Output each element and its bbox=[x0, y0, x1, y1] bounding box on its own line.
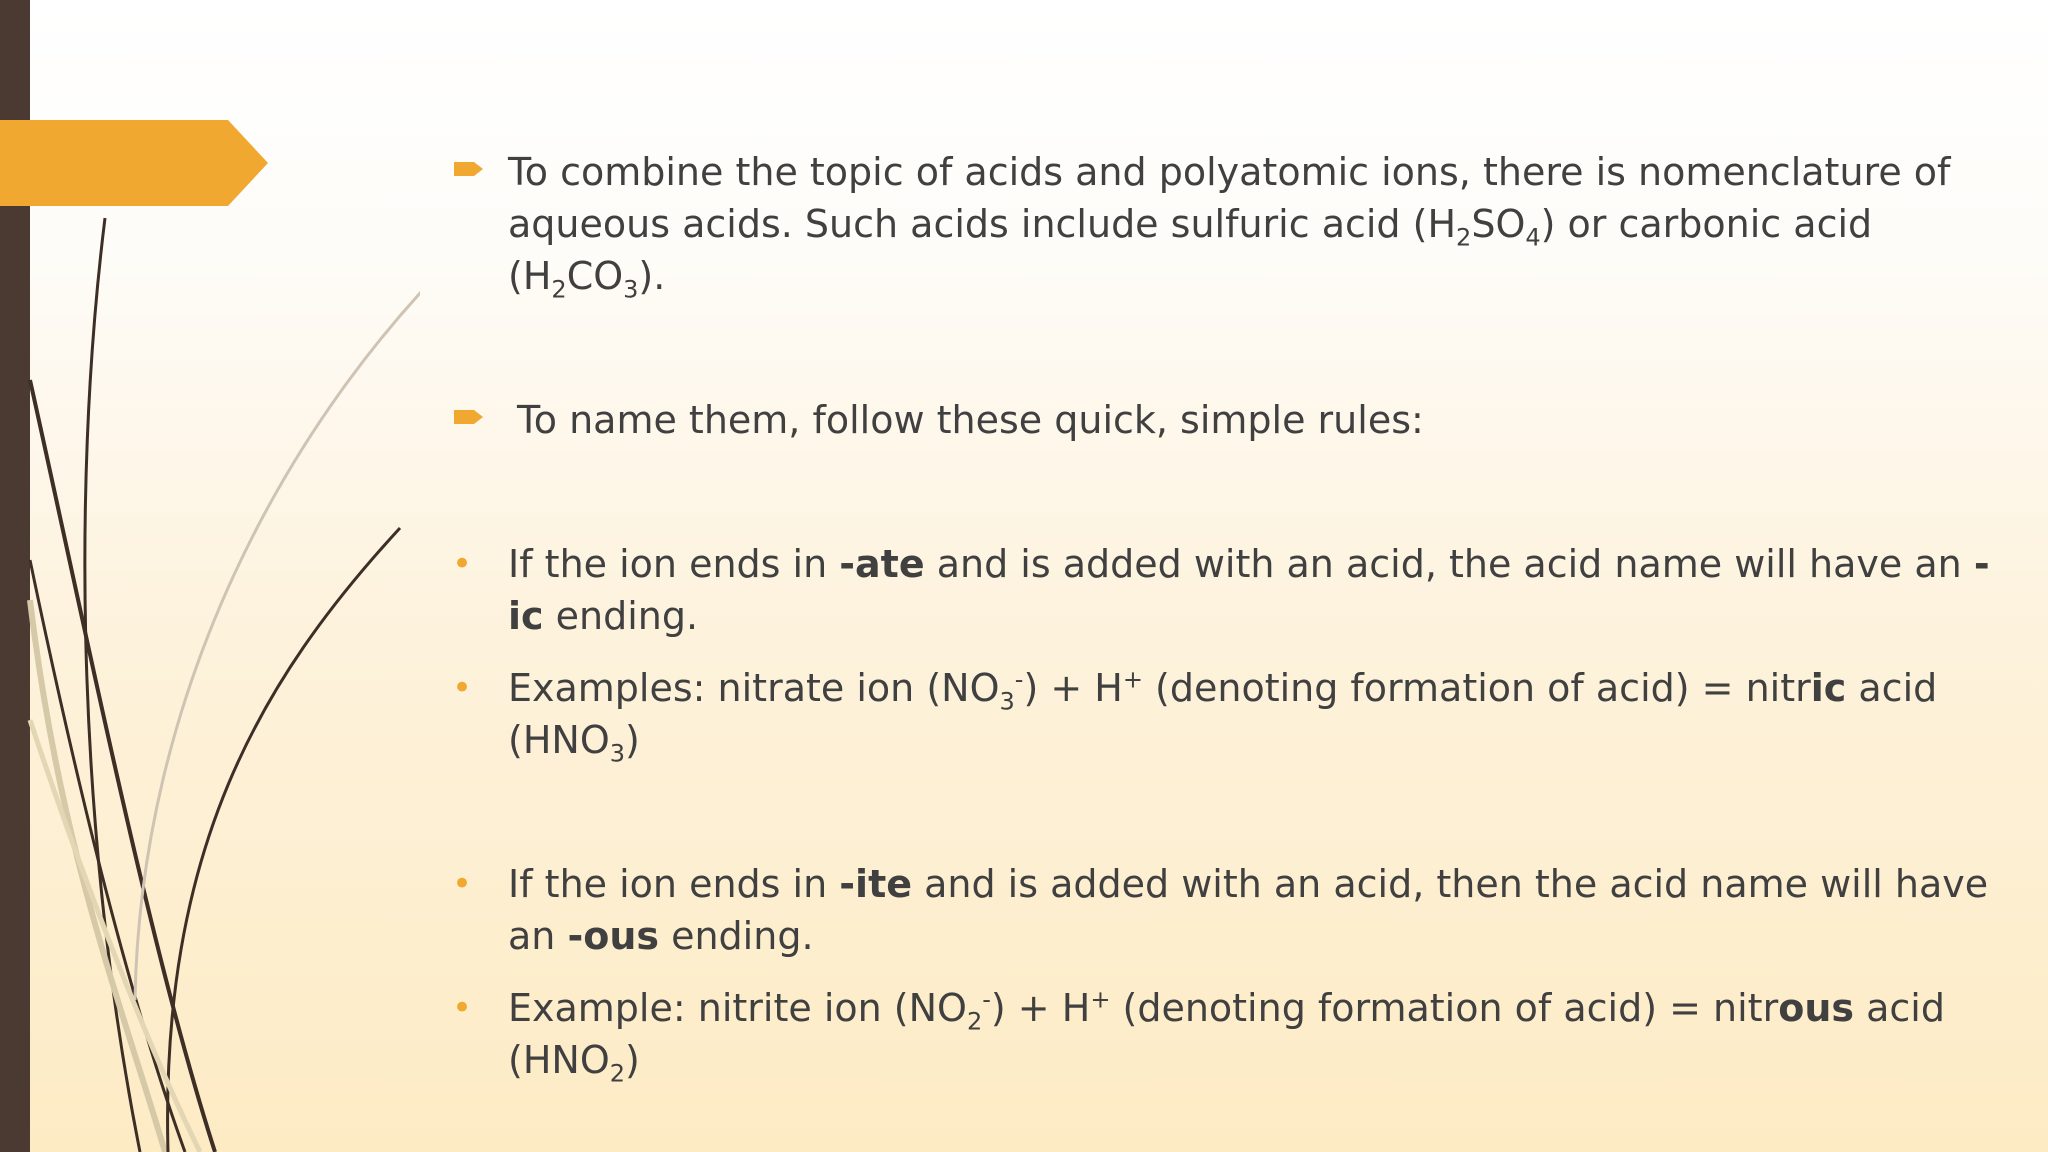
bold-text: -ic bbox=[508, 542, 1990, 638]
text-span: ) bbox=[625, 1038, 640, 1082]
subscript: 2 bbox=[551, 275, 567, 304]
text-span: (denoting formation of acid) = nitr bbox=[1110, 986, 1779, 1030]
rule-ate bbox=[450, 538, 2010, 642]
example-ite bbox=[450, 982, 2010, 1086]
text-span: acid (HNO bbox=[508, 666, 1938, 762]
text-span: If the ion ends in bbox=[508, 542, 840, 586]
text-span: Examples: nitrate ion (NO bbox=[508, 666, 1000, 710]
bullet-intro bbox=[450, 146, 2010, 302]
text-span: Example: nitrite ion (NO bbox=[508, 986, 967, 1030]
superscript: + bbox=[1122, 665, 1143, 694]
example-ate bbox=[450, 662, 2010, 766]
arrow-bullet-icon bbox=[454, 160, 484, 178]
content-area bbox=[450, 146, 2010, 1086]
text-span: ) or carbonic acid (H bbox=[508, 202, 1873, 298]
text-span: To name them, follow these quick, simple rules: bbox=[517, 398, 1424, 442]
subscript: 3 bbox=[623, 275, 639, 304]
text-span: ending. bbox=[659, 914, 814, 958]
superscript: - bbox=[982, 985, 991, 1014]
bold-text: -ite bbox=[839, 862, 912, 906]
bullet-rules-intro bbox=[450, 394, 2010, 446]
dot-bullet-icon: • bbox=[452, 864, 473, 904]
subscript: 4 bbox=[1525, 223, 1541, 252]
superscript: - bbox=[1014, 665, 1024, 694]
subscript: 3 bbox=[609, 739, 626, 768]
text-span: ). bbox=[638, 254, 666, 298]
subscript: 2 bbox=[1456, 223, 1472, 252]
text-span: SO bbox=[1471, 202, 1526, 246]
superscript: + bbox=[1090, 985, 1111, 1014]
text-span: (denoting formation of acid) = nitr bbox=[1142, 666, 1811, 710]
text-span: CO bbox=[566, 254, 624, 298]
arrow-bullet-icon bbox=[454, 408, 484, 426]
bold-text: -ous bbox=[567, 914, 660, 958]
bold-text: ic bbox=[1810, 666, 1847, 710]
dot-bullet-icon: • bbox=[452, 668, 473, 708]
text-span: ) + H bbox=[990, 986, 1091, 1030]
text-span: ) bbox=[625, 718, 640, 762]
bold-text: -ate bbox=[839, 542, 925, 586]
text-span: acid (HNO bbox=[508, 986, 1945, 1082]
bold-text: ous bbox=[1778, 986, 1854, 1030]
rule-ite bbox=[450, 858, 2010, 962]
subscript: 2 bbox=[966, 1007, 983, 1036]
dot-bullet-icon: • bbox=[452, 544, 473, 584]
subscript: 3 bbox=[999, 687, 1015, 716]
text-span: and is added with an acid, then the acid name will have an bbox=[508, 862, 1989, 958]
text-span: To combine the topic of acids and polyatomic ions, there is nomenclature of aqueous acids. Such acids include sulfuric acid (H bbox=[508, 150, 1951, 246]
text-span: ) + H bbox=[1023, 666, 1123, 710]
subscript: 2 bbox=[609, 1059, 626, 1088]
text-span: and is added with an acid, the acid name will have an bbox=[924, 542, 1974, 586]
text-span: ending. bbox=[543, 594, 699, 638]
text-span: If the ion ends in bbox=[508, 862, 840, 906]
orange-tab-arrow bbox=[0, 120, 270, 206]
dot-bullet-icon: • bbox=[452, 988, 473, 1028]
